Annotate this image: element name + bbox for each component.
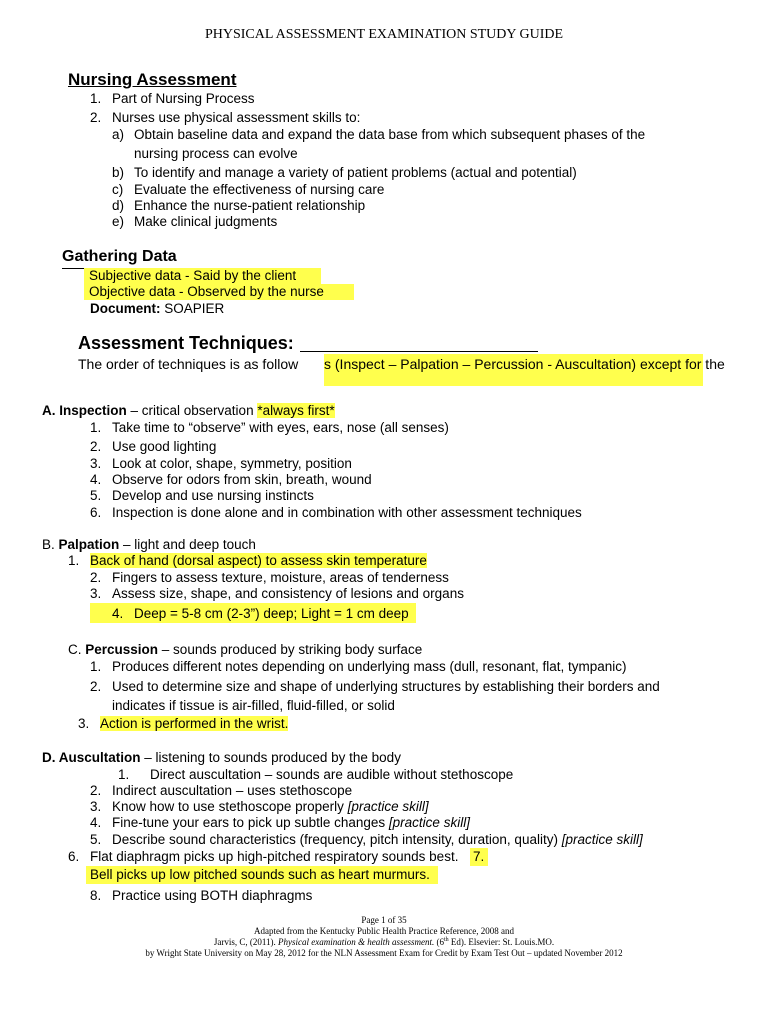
highlight-subjective: Subjective data - Said by the client (84, 268, 321, 284)
list-item: 1. Direct auscultation – sounds are audible without stethoscope (118, 767, 514, 782)
highlight-objective: Objective data - Observed by the nurse (84, 284, 354, 300)
list-item: 2. Fingers to assess texture, moisture, areas of tenderness (90, 570, 449, 585)
list-item: 3. Look at color, shape, symmetry, position (90, 456, 352, 471)
list-item: e) Make clinical judgments (112, 214, 278, 229)
list-item: 1. Back of hand (dorsal aspect) to assess skin temperature (68, 553, 427, 568)
palpation-heading: B. Palpation – light and deep touch (42, 537, 256, 552)
list-item: 5. Describe sound characteristics (frequency, pitch intensity, duration, quality) [practice skill] (90, 832, 643, 847)
list-item: 2. Indirect auscultation – uses stethoscope (90, 783, 353, 798)
list-item: 4. Fine-tune your ears to pick up subtle changes [practice skill] (90, 815, 470, 830)
inspection-heading: A. Inspection – critical observation *always first* (42, 403, 335, 418)
heading-underline (62, 268, 84, 269)
list-item: 4. Deep = 5-8 cm (2-3”) deep; Light = 1 cm deep (90, 603, 416, 623)
list-item: 1. Part of Nursing Process (90, 91, 255, 106)
list-item: 6. Inspection is done alone and in combination with other assessment techniques (90, 505, 582, 520)
footer-line: by Wright State University on May 28, 2012 for the NLN Assessment Exam for Credit by Exam Test Out – updated November 2012 (145, 948, 623, 958)
list-item: 4. Observe for odors from skin, breath, wound (90, 472, 372, 487)
list-item: 1. Produces different notes depending on underlying mass (dull, resonant, flat, tympanic) (90, 659, 627, 674)
list-item: 3. Know how to use stethoscope properly [practice skill] (90, 799, 429, 814)
auscultation-heading: D. Auscultation – listening to sounds produced by the body (42, 750, 401, 765)
section-heading-gathering-data: Gathering Data (62, 248, 177, 265)
footer-citation: Jarvis, C, (2011). Physical examination & health assessment. (6th Ed). Elsevier: St. Louis.MO. (213, 937, 555, 947)
document-line: Document: SOAPIER (90, 301, 225, 316)
heading-blank-line (300, 351, 538, 352)
section-heading-nursing-assessment: Nursing Assessment (68, 70, 237, 89)
list-item: 2. Used to determine size and shape of underlying structures by establishing their borders and (90, 679, 660, 694)
percussion-heading: C. Percussion – sounds produced by striking body surface (68, 642, 423, 657)
list-item: nursing process can evolve (134, 146, 298, 161)
page-number: Page 1 of 35 (361, 915, 407, 925)
list-item: 5. Develop and use nursing instincts (90, 488, 314, 503)
list-item: 3. Action is performed in the wrist. (78, 716, 289, 731)
list-item: 2. Use good lighting (90, 439, 217, 454)
list-item: 3. Assess size, shape, and consistency of lesions and organs (90, 586, 464, 601)
footer-line: Adapted from the Kentucky Public Health Practice Reference, 2008 and (254, 926, 514, 936)
list-item: d) Enhance the nurse-patient relationship (112, 198, 366, 213)
list-item: b) To identify and manage a variety of patient problems (actual and potential) (112, 165, 577, 180)
list-item: 8. Practice using BOTH diaphragms (90, 888, 313, 903)
list-item: 1. Take time to “observe” with eyes, ears, nose (all senses) (90, 420, 449, 435)
list-item: Bell picks up low pitched sounds such as heart murmurs. (86, 866, 438, 884)
list-item: 2. Nurses use physical assessment skills to: (90, 110, 361, 125)
techniques-intro: The order of techniques is as follow (78, 356, 299, 372)
intro-highlight: s (Inspect – Palpation – Percussion - Auscultation) except for the (324, 354, 703, 386)
list-item: c) Evaluate the effectiveness of nursing care (112, 182, 385, 197)
document-title: PHYSICAL ASSESSMENT EXAMINATION STUDY GUIDE (204, 27, 564, 42)
list-item-continued: indicates if tissue is air-filled, fluid-filled, or solid (112, 698, 395, 713)
list-item: 6. Flat diaphragm picks up high-pitched respiratory sounds best. (68, 849, 459, 864)
section-heading-assessment-techniques: Assessment Techniques: (78, 333, 294, 353)
list-item: a) Obtain baseline data and expand the data base from which subsequent phases of the (112, 127, 646, 142)
list-item-number: 7. (470, 848, 488, 866)
